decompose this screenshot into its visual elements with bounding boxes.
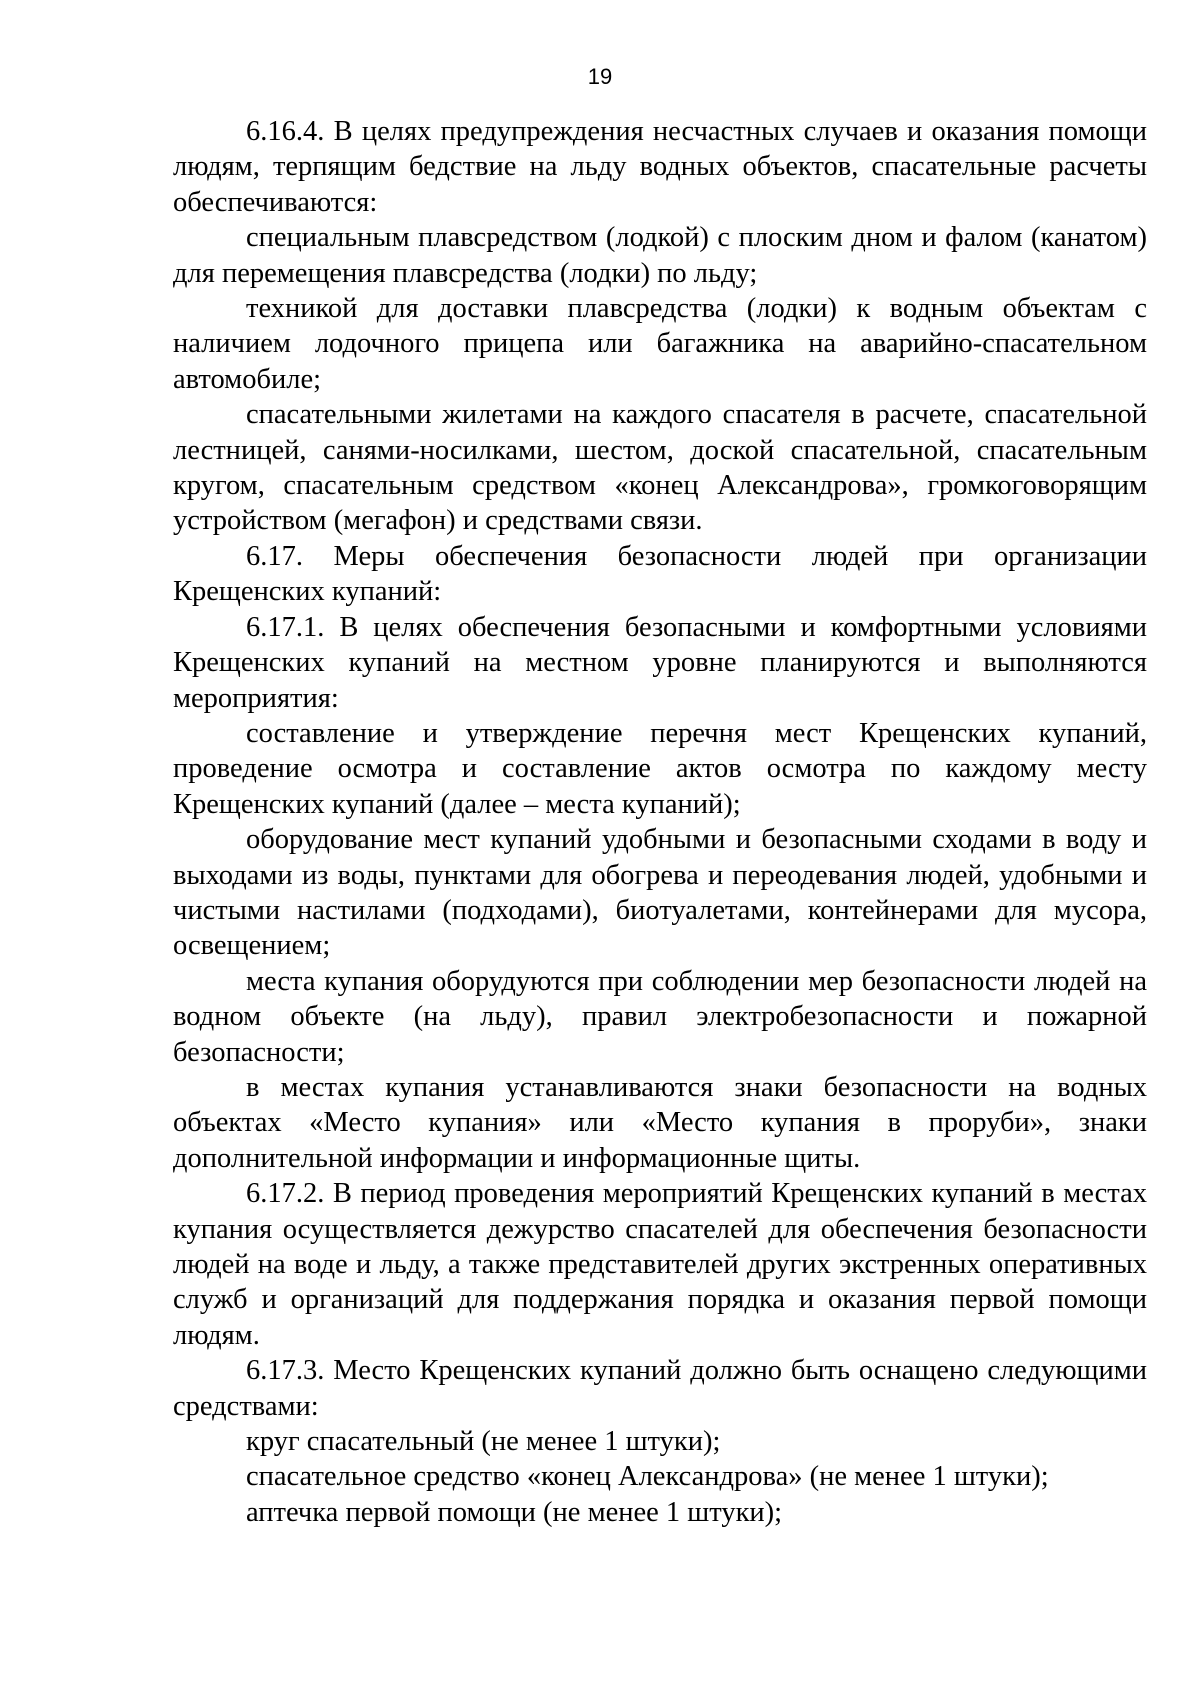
paragraph-list-of-places: составление и утверждение перечня мест Крещенских купаний, проведение осмотра и составление актов осмотра по каждому месту Крещенских купаний (далее – места купаний); xyxy=(173,717,1147,820)
paragraph-safety-signs: в местах купания устанавливаются знаки безопасности на водных объектах «Место купания» или «Место купания в проруби», знаки дополнительной информации и информационные щиты. xyxy=(173,1071,1147,1174)
paragraph-6-17-1: 6.17.1. В целях обеспечения безопасными и комфортными условиями Крещенских купаний на местном уровне планируются и выполняются мероприятия: xyxy=(173,611,1147,714)
list-item-lifebuoy: круг спасательный (не менее 1 штуки); xyxy=(246,1426,721,1458)
paragraph-6-16-4: 6.16.4. В целях предупреждения несчастных случаев и оказания помощи людям, терпящим бедствие на льду водных объектов, спасательные расчеты обеспечиваются: xyxy=(173,116,1147,218)
paragraph-6-17-3: 6.17.3. Место Крещенских купаний должно быть оснащено следующими средствами: xyxy=(173,1355,1147,1422)
list-item-rescue-rope: спасательное средство «конец Александрова» (не менее 1 штуки); xyxy=(246,1461,1049,1493)
list-item-first-aid-kit: аптечка первой помощи (не менее 1 штуки); xyxy=(246,1496,783,1528)
body-text xyxy=(173,114,1147,1530)
paragraph-place-equipment: оборудование мест купаний удобными и безопасными сходами в воду и выходами из воды, пунктами для обогрева и переодевания людей, удобными и чистыми настилами (подходами), биотуалетами, контейнерами для мусора, освещением; xyxy=(173,824,1147,962)
paragraph-6-17: 6.17. Меры обеспечения безопасности людей при организации Крещенских купаний: xyxy=(173,540,1147,608)
page-number: 19 xyxy=(587,64,613,89)
paragraph-transport-equipment: техникой для доставки плавсредства (лодки) к водным объектам с наличием лодочного прицепа или багажника на аварийно-спасательном автомобиле; xyxy=(173,293,1147,395)
paragraph-6-17-2: 6.17.2. В период проведения мероприятий Крещенских купаний в местах купания осуществляется дежурство спасателей для обеспечения безопасности людей на воде и льду, а также представителей других экстренных оперативных служб и организаций для поддержания порядка и оказания первой помощи людям. xyxy=(173,1178,1147,1351)
paragraph-safety-rules: места купания оборудуются при соблюдении мер безопасности людей на водном объекте (на льду), правил электробезопасности и пожарной безопасности; xyxy=(173,965,1147,1068)
paragraph-boat-equipment: специальным плавсредством (лодкой) с плоским дном и фалом (канатом) для перемещения плавсредства (лодки) по льду; xyxy=(173,222,1147,289)
paragraph-rescue-gear: спасательными жилетами на каждого спасателя в расчете, спасательной лестницей, санями-носилками, шестом, доской спасательной, спасательным кругом, спасательным средством «конец Александрова», громкоговорящим устройством (мегафон) и средствами связи. xyxy=(173,399,1147,537)
